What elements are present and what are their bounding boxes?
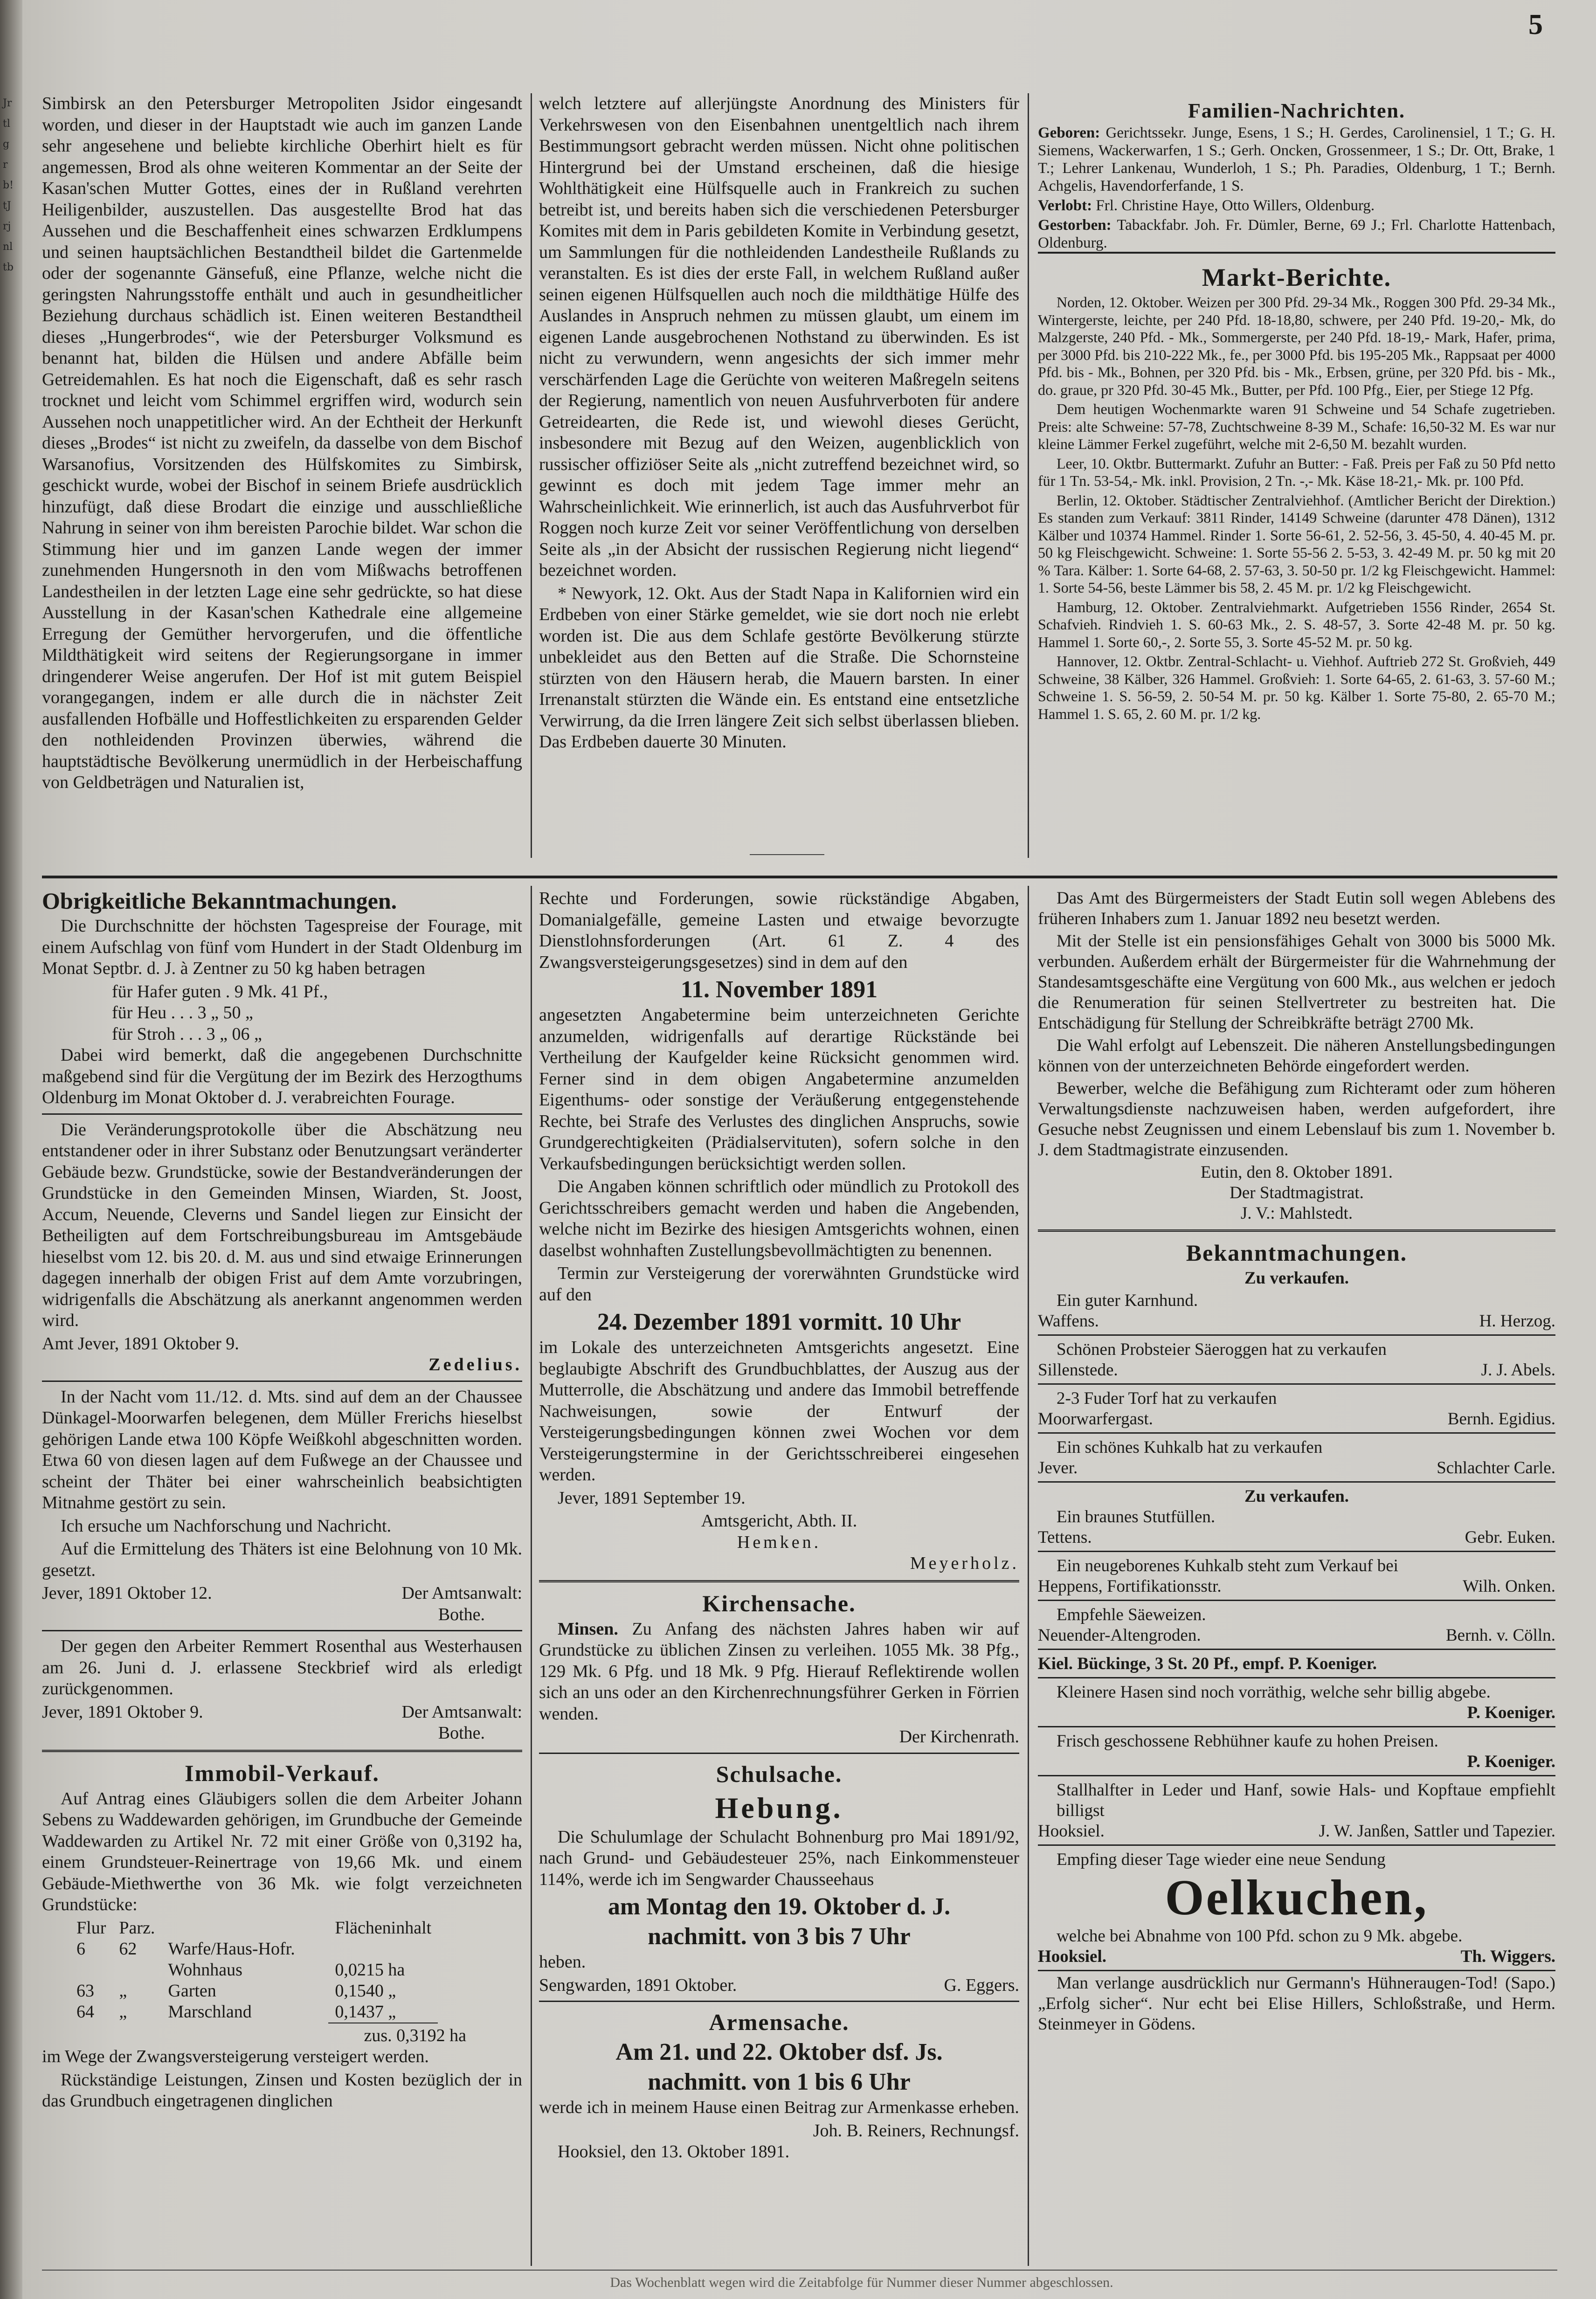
theft-notice: In der Nacht vom 11./12. d. Mts. sind auf dem an der Chaussee Dünkagel-Moorwarfen belegenen, dem Müller Frerichs hieselbst gehörigen Lande etwa 100 Köpfe Weißkohl abgeschnitten worden. Etwa 60 von diesen lagen auf dem Fußwege an der Chaussee und scheint der Thäter bei einer wahrscheinlich beabsichtigten Mitnahme gestört zu sein.: [42, 1387, 522, 1512]
ad-signature-line: [1038, 1625, 1555, 1646]
market-leer: Leer, 10. Oktbr. Buttermarkt. Zufuhr an Butter: - Faß. Preis per Faß zu 50 Pfd netto für 1 Tn. 53-54,- Mk. inkl. Provision, 2 Tn. -,- Mk. Käse 18-21,- Mk. pr. 100 Pfd.: [1038, 455, 1555, 489]
school-subtitle: Hebung.: [715, 1791, 843, 1824]
classified-ad: [1038, 1680, 1555, 1727]
mayor-vacancy: Das Amt des Bürgermeisters der Stadt Eutin soll wegen Ablebens des früheren Inhabers zum 1. Januar 1892 neu besetzt werden.: [1038, 889, 1555, 928]
table-row: [70, 1981, 438, 2002]
classified-ad: [1038, 1289, 1555, 1336]
table-cell: Marschland: [168, 2002, 252, 2022]
signature-line: [42, 1702, 522, 1723]
oil-cake-ad: [1038, 1848, 1555, 1971]
divider: [539, 1580, 1019, 1582]
ad-text: Ein braunes Stutfüllen.: [1057, 1507, 1216, 1526]
poor-relief-date: Am 21. und 22. Oktober dsf. Js.: [615, 2039, 943, 2065]
births: [1038, 124, 1555, 195]
church-title: Kirchensache.: [702, 1590, 856, 1616]
ad-text: Schönen Probsteier Säeroggen hat zu verkaufen: [1057, 1340, 1387, 1359]
price-label: für Heu: [112, 1003, 167, 1022]
poor-relief-place: Hooksiel, den 13. Oktober 1891.: [558, 2142, 790, 2161]
signature-line: [42, 1583, 522, 1604]
market-hannover: Hannover, 12. Oktbr. Zentral-Schlacht- u. Viehhof. Auftrieb 272 St. Großvieh, 449 Schweine, 38 Kälber, 326 Hammel. Großvieh: 1. Sorte 64-65, 2. 61-63, 3. 57-60 M.; Schweine 1. S. 56-59, 2. 50-54 M. pr. 50 kg. Kälber 1. Sorte 75-80, 2. 65-70 M.; Hammel 1. S. 65, 2. 60 M. pr. 1/2 kg.: [1038, 653, 1555, 722]
property-sale-after: im Wege der Zwangsversteigerung versteigert werden.: [42, 2047, 429, 2066]
divider: [42, 1630, 522, 1631]
auction-date: 24. Dezember 1891 vormitt. 10 Uhr: [597, 1309, 961, 1335]
table-header: [70, 1918, 438, 1939]
ad-name: J. W. Janßen, Sattler und Tapezier.: [1319, 1822, 1555, 1841]
divider: [42, 1750, 522, 1752]
property-sale-title: Immobil-Verkauf.: [185, 1760, 380, 1786]
article-hunger-bread: Simbirsk an den Petersburger Metropoliten Jsidor eingesandt worden, und dieser in der Hauptstadt wie auch im ganzen Lande sehr angesehene und beliebte kirchliche Oberhirt hielt es für angemessen, Brod als ohne weiteren Kommentar an der Seite der Kasan'schen Mutter Gottes, eines der in Rußland verehrten Heiligenbilder, auszustellen. Das ausgestellte Brod hat das Aussehen und die Beschaffenheit eines schwarzen Erdklumpens und seinen hauptsächlichen Bestandtheil bildet die Gartenmelde oder der sogenannte Gänsefuß, eine Pflanze, welche nicht die geringsten Nahrungsstoffe enthält und auch in gesundheitlicher Beziehung durchaus schädlich ist. Einen weiteren Bestandtheil dieses „Hungerbrodes“, wie der Petersburger Volksmund es benannt hat, bilden die Hülsen und andere Abfälle beim Getreidemahlen. Es hat noch die Eigenschaft, daß es sehr rasch trocknet und leicht vom Schimmel ergriffen wird, wodurch sein Aussehen noch unappetitlicher wird. An der Echtheit der Herkunft dieses „Brodes“ ist nicht zu zweifeln, da dasselbe von dem Bischof Warsanofius, Vorsitzenden des Hülfskomites zu Simbirsk, geschickt wurde, wobei der Bischof in seinem Briefe ausdrücklich hinzufügt, daß diese Brodart die einzige und ausschließliche Nahrung in seiner von ihm bereisten Parochie bildet. War schon die Stimmung hier und im ganzen Lande wegen der immer zunehmenden Hungersnoth in den vom Mißwachs betroffenen Landestheilen in der letzten Lage eine sehr gedrückte, so hat diese Ausstellung in der Kasan'schen Kathedrale eine allgemeine Erregung der Gemüther hervorgerufen, und die öffentliche Mildthätigkeit wird seitens der Regierungsorgane in immer dringenderer Weise angerufen. Der Hof ist mit gutem Beispiel vorangegangen, indem er alle durch die in nächster Zeit ausfallenden Hofbälle und Hoffestlichkeiten zu ersparenden Gelder den nothleidenden Provinzen überwies, während die hauptstädtische Bevölkerung unermüdlich in der Herbeischaffung von Geldbeträgen und Naturalien ist,: [42, 94, 522, 792]
market-livestock: Dem heutigen Wochenmarkte waren 91 Schweine und 54 Schafe zugetrieben. Preis: alte Schweine: 57-78, Zuchtschweine 8-39 M., Schafe: 16,50-32 M. Es war nur kleine Lämmer Ferkel zugeführt, welche mit 2-6,50 M. bezahlt wurden.: [1038, 400, 1555, 452]
classified-ad: [1038, 1436, 1555, 1483]
classified-ad: [1038, 1554, 1555, 1601]
classified-ad: [1038, 1338, 1555, 1385]
table-header-cell: Parz.: [119, 1918, 155, 1938]
ad-text: Ein schönes Kuhkalb hat zu verkaufen: [1057, 1438, 1323, 1457]
notice-signature: Bothe.: [438, 1604, 485, 1624]
fodder-price-oats: [112, 981, 522, 1003]
market-reports-title: Markt-Berichte.: [1202, 263, 1392, 291]
divider: [539, 1753, 1019, 1754]
footer-note: Das Wochenblatt wegen wird die Zeitabfolge für Nummer dieser Nummer abgeschlossen.: [610, 2275, 1113, 2290]
ad-name: P. Koeniger.: [1467, 1703, 1555, 1722]
column-divider: [1028, 93, 1029, 858]
table-header-cell: [161, 1918, 328, 1939]
price-label: für Stroh: [112, 1024, 176, 1044]
bottom-rule: [42, 2270, 1557, 2271]
school-signature: G. Eggers.: [944, 1975, 1019, 1995]
parcel-table: [70, 1918, 438, 2023]
table-cell: [328, 1939, 438, 1960]
gutter-text: Jrtlgrb!tJrjnltb: [3, 97, 14, 273]
fodder-intro: Die Durchschnitte der höchsten Tagespreise der Fourage, mit einem Aufschlag von fünf vom Hundert in der Stadt Oldenburg im Monat Septbr. d. J. à Zentner zu 50 kg haben betragen: [42, 916, 522, 978]
ad-text: 2-3 Fuder Torf hat zu verkaufen: [1057, 1389, 1277, 1408]
main-horizontal-rule: [42, 876, 1557, 878]
school-title: Schulsache.: [716, 1760, 843, 1787]
table-cell: 63: [76, 1981, 94, 2001]
price-value: . . . 3 „ 06 „: [180, 1024, 262, 1044]
church-place: Minsen.: [558, 1619, 618, 1639]
ad-name: P. Koeniger.: [1467, 1752, 1555, 1771]
divider: [42, 1113, 522, 1115]
table-header-cell: Flächeninhalt: [335, 1918, 432, 1938]
court-notices-column: [539, 888, 1019, 2264]
market-norden: Norden, 12. Oktober. Weizen per 300 Pfd. 29-34 Mk., Roggen 300 Pfd. 29-34 Mk., Wintergerste, leichte, per 240 Pfd. 18-18,80, schwere, per 240 Pfd. 19-20,- Mk, do Malzgerste, 240 Pfd. - Mk., Sommergerste, per 240 Pfd. 18-19,- Mark, Hafer, prima, per 3000 Pfd. bis 210-222 Mk., fe., per 3000 Pfd. bis 195-205 Mk., Rappsaat per 4000 Pfd. bis - Mk., Bohnen, per 320 Pfd. bis - Mk., Erbsen, grüne, per 320 Pfd. bis - Mk., do. graue, pr 320 Pfd. 30-45 Mk., Butter, per Pfd. 100 Pfg., Eier, per Stiege 12 Pfg.: [1038, 294, 1555, 398]
table-header-cell: Flur: [76, 1918, 106, 1938]
notice-role: Der Amtsanwalt:: [401, 1702, 522, 1722]
table-row: [70, 2002, 438, 2023]
price-label: für Hafer guten: [112, 981, 221, 1001]
claims-text-3: Die Angaben können schriftlich oder mündlich zu Protokoll des Gerichtsschreibers gemacht werden und haben die Angebenden, welche nicht im Bezirke des hiesigen Amtsgerichts wohnen, einen daselbst wohnhaften Zustellungsbevollmächtigten zu benennen.: [539, 1177, 1019, 1260]
ad-name: Gebr. Euken.: [1465, 1528, 1555, 1547]
classified-ad: [1038, 1387, 1555, 1434]
clerk-name: Meyerholz.: [910, 1553, 1019, 1573]
ad-name: Bernh. Egidius.: [1447, 1409, 1555, 1429]
fodder-note: Dabei wird bemerkt, daß die angegebenen Durchschnitte maßgebend sind für die Vergütung der im Bezirk des Herzogthums Oldenburg im Monat Oktober d. J. verabreichten Fourage.: [42, 1045, 522, 1107]
property-sale-text: Auf Antrag eines Gläubigers sollen die dem Arbeiter Johann Sebens zu Waddewarden gehörigen, im Grundbuche der Gemeinde Waddewarden zu Artikel Nr. 72 mit einer Größe von 0,3192 ha, einem Grundsteuer-Reinertrage von 19,66 Mk. und einem Gebäude-Miethwerthe von 36 Mk. wie folgt verzeichneten Grundstücke:: [42, 1788, 522, 1914]
market-reports-section: [1038, 261, 1555, 867]
mayor-date: Eutin, den 8. Oktober 1891.: [1200, 1163, 1393, 1182]
page-number: 5: [1528, 9, 1543, 41]
mayor-terms: Die Wahl erfolgt auf Lebenszeit. Die näheren Anstellungsbedingungen können von der unterzeichneten Behörde eingefordert werden.: [1038, 1036, 1555, 1076]
ad-signature-line: [1038, 1360, 1555, 1381]
newspaper-page: [22, 0, 1596, 2299]
mayor-signature-2: J. V.: Mahlstedt.: [1240, 1204, 1353, 1223]
ad-signature-line: [1038, 1311, 1555, 1332]
section-rule: [1038, 252, 1555, 254]
table-cell: 0,1437 „: [328, 2002, 438, 2023]
column-divider: [1028, 886, 1029, 2266]
ad-signature-line: [1038, 1821, 1555, 1842]
parcel-total: zus. 0,3192 ha: [364, 2025, 466, 2045]
deaths-text: Tabackfabr. Joh. Fr. Dümler, Berne, 69 J.; Frl. Charlotte Hattenbach, Oldenburg.: [1038, 217, 1555, 251]
table-cell: [70, 1960, 112, 1981]
ad-name: Wilh. Onken.: [1463, 1577, 1555, 1596]
ad-place: Sillenstede.: [1038, 1360, 1118, 1380]
family-news-title: Familien-Nachrichten.: [1188, 99, 1406, 122]
divider: [539, 2001, 1019, 2002]
ad-name: H. Herzog.: [1479, 1312, 1555, 1331]
warrant-notice: Der gegen den Arbeiter Remmert Rosenthal aus Westerhausen am 26. Juni d. J. erlassene Steckbrief wird als erledigt zurückgenommen.: [42, 1636, 522, 1698]
ad-text: Frisch geschossene Rebhühner kaufe zu hohen Preisen.: [1057, 1732, 1438, 1751]
fodder-price-list: [112, 981, 522, 1045]
protocols-notice: Die Veränderungsprotokolle über die Abschätzung neu entstandener oder in ihrer Substanz oder Benutzungsart veränderter Gebäude bezw. Grundstücke, sowie der Bestandveränderungen der Grundstücke in den Gemeinden Minsen, Wiarden, St. Joost, Accum, Neuende, Cleverns und Sandel liegen zur Einsicht der Betheiligten auf dem Fortschreibungsbureau im Amtsgebäude hieselbst vom 12. bis 20. d. M. aus und sind etwaige Erinnerungen dagegen innerhalb der obigen Frist auf dem Amte vorzubringen, widrigenfalls die Abschätzung als anerkannt angenommen werden wird.: [42, 1119, 522, 1330]
school-heben: heben.: [539, 1952, 586, 1972]
ad-place: Moorwarfergast.: [1038, 1409, 1153, 1429]
court-date: Jever, 1891 September 19.: [558, 1488, 746, 1508]
school-place: Sengwarden, 1891 Oktober.: [539, 1975, 737, 1995]
claims-text-2: angesetzten Angabetermine beim unterzeichneten Gerichte anzumelden, widrigenfalls auf derartige Rückstände bei Vertheilung der Kaufgelder keine Rücksicht genommen wird. Ferner sind in dem obigen Angabetermine anzumelden Eigenthums- oder sonstige der Veräußerung entgegenstehende Rechte, bei Strafe des Verlustes des dinglichen Anspruchs, sowie Grundgerechtigkeiten (Prädialservituten), sofern solche in den Verkaufsbedingungen berücksichtigt werden sollen.: [539, 1005, 1019, 1174]
classified-ad: [1038, 1603, 1555, 1650]
mayor-applications: Bewerber, welche die Befähigung zum Richteramt oder zum höheren Verwaltungsdienste nachzuweisen haben, werden aufgefordert, ihre Gesuche nebst Zeugnissen und einem Lebenslauf bis zum 1. November b. J. dem Stadtmagistrate einzusenden.: [1038, 1079, 1555, 1160]
ad-signature-line: [1038, 1576, 1555, 1597]
poor-relief-text: werde ich in meinem Hause einen Beitrag zur Armenkasse erheben.: [539, 2098, 1019, 2117]
ad-place: Jever.: [1038, 1458, 1078, 1477]
article-newyork-earthquake: * Newyork, 12. Okt. Aus der Stadt Napa in Kalifornien wird ein Erdbeben von einer Stärke gemeldet, wie sie dort noch nie erlebt worden ist. Die aus dem Schlafe gestörte Bevölkerung stürzte unbekleidet aus den Betten auf die Straße. Die Schornsteine stürzten von den Häusern herab, die Mauern barsten. In einer Irrenanstalt stürzten die Wände ein. Es entstand eine entsetzliche Verwirrung, da die Irren längere Zeit sich selbst überlassen blieben. Das Erdbeben dauerte 30 Minuten.: [539, 583, 1019, 752]
ad-signature-line: [1038, 1947, 1555, 1967]
table-row: [70, 1939, 438, 1960]
school-text: Die Schulumlage der Schulacht Bohnenburg pro Mai 1891/92, nach Grund- und Gebäudesteuer 25%, nach Einkommensteuer 114%, werde ich im Sengwarder Chausseehaus: [539, 1827, 1019, 1889]
ad-text: Kleinere Hasen sind noch vorräthig, welche sehr billig abgebe.: [1057, 1683, 1491, 1702]
church-signature: Der Kirchenrath.: [899, 1727, 1019, 1747]
ad-signature-line: [1038, 1409, 1555, 1429]
notice-role: Der Amtsanwalt:: [401, 1583, 522, 1603]
fodder-price-straw: [112, 1024, 522, 1045]
ad-text: Ein neugeborenes Kuhkalb steht zum Verkauf bei: [1057, 1556, 1398, 1575]
property-sale-after-2: Rückständige Leistungen, Zinsen und Kosten bezüglich der in das Grundbuch eingetragenen dinglichen: [42, 2070, 522, 2111]
fodder-price-hay: [112, 1002, 522, 1024]
auction-text: Termin zur Versteigerung der vorerwähnten Grundstücke wird auf den: [539, 1263, 1019, 1305]
ad-signature-line: [1038, 1527, 1555, 1548]
births-text: Gerichtssekr. Junge, Esens, 1 S.; H. Gerdes, Carolinensiel, 1 T.; G. H. Siemens, Wackerwarfen, 1 S.; Gerh. Oncken, Grossenmeer, 1 S.; Dr. Ott, Brake, 1 T.; Lehrer Lankenau, Wunderloh, 1 S.; Ph. Paradies, Oldenburg, 1 T.; Bernh. Achgelis, Havendorferfande, 1 S.: [1038, 124, 1555, 194]
notice-signature: Zedelius.: [428, 1355, 522, 1374]
table-cell: „: [119, 1981, 127, 2001]
notice-date: Jever, 1891 Oktober 9.: [42, 1702, 203, 1722]
ad-heading: Zu verkaufen.: [1244, 1487, 1349, 1506]
notice-date: Jever, 1891 Oktober 12.: [42, 1583, 212, 1603]
claims-text: Rechte und Forderungen, sowie rückständige Abgaben, Domanialgefälle, gemeine Lasten und etwaige bevorzugte Dienstlohnsforderungen (Art. 61 Z. 4 des Zwangsversteigerungsgesetzes) sind in dem auf den: [539, 889, 1019, 972]
table-cell: [112, 1960, 161, 1981]
mayor-salary: Mit der Stelle ist ein pensionsfähiges Gehalt von 3000 bis 5000 Mk. verbunden. Außerdem erhält der Bürgermeister für die Wahrnehmung der Standesamtsgeschäfte eine Vergütung von 600 Mk., aus welchen er jedoch die Renumeration für seinen Stellvertreter zu bestreiten hat. Die Entschädigung für Stellung der Schreibkräfte beträgt 2700 Mk.: [1038, 932, 1555, 1033]
classified-ad: [1038, 1778, 1555, 1846]
births-label: Geboren:: [1038, 124, 1100, 141]
mayor-signature-1: Der Stadtmagistrat.: [1230, 1183, 1364, 1202]
table-cell: Garten: [168, 1981, 216, 2001]
notice-signature: Bothe.: [438, 1723, 485, 1743]
engaged-text: Frl. Christine Haye, Otto Willers, Oldenburg.: [1096, 197, 1375, 214]
ad-place: Neuender-Altengroden.: [1038, 1626, 1201, 1645]
poor-relief-title: Armensache.: [709, 2009, 850, 2035]
signature-line: [42, 1333, 522, 1355]
column-divider: [531, 886, 532, 2266]
family-news-section: [1038, 98, 1555, 251]
table-cell: 6: [76, 1939, 85, 1959]
oil-cake-text: welche bei Abnahme von 100 Pfd. schon zu 9 Mk. abgebe.: [1057, 1926, 1463, 1946]
table-row: [70, 1960, 438, 1981]
announcements-column: [1038, 888, 1555, 2264]
classified-ad: [1038, 1729, 1555, 1776]
ad-text: Empfehle Säeweizen.: [1057, 1605, 1206, 1624]
theft-request: Ich ersuche um Nachforschung und Nachricht.: [61, 1516, 392, 1536]
church-text: Zu Anfang des nächsten Jahres haben wir auf Grundstücke zu üblichen Zinsen zu verleihen. 1055 Mk. 38 Pfg., 129 Mk. 6 Pfg. und 18 Mk. 9 Pfg. Hierauf Reflektirende wollen sich an uns oder an den Kirchenrechnungsführer Gerken in Förrien wenden.: [539, 1619, 1020, 1724]
ad-place: Hooksiel.: [1038, 1947, 1106, 1966]
ad-name: J. J. Abels.: [1481, 1360, 1555, 1380]
article-russia-aid: welch letztere auf allerjüngste Anordnung des Ministers für Verkehrswesen von den Eisenbahnen unentgeltlich nach ihrem Bestimmungsort gebracht werden müssen. Nicht ohne politischen Hintergrund bei der Umstand erscheinen, daß die hiesige Wohlthätigkeit eine Hülfsquelle auch in Frankreich zu suchen betreibt ist, und bereits haben sich die verschiedenen Petersburger Komites mit dem in Paris gebildeten Komite in Verbindung gesetzt, um Sammlungen für die nothleidenden Landestheile Rußlands zu veranstalten. Es ist dies der erste Fall, in welchem Rußland außer seinen eigenen Hülfsquellen auch noch die mildthätige Hülfe des Auslandes in Anspruch nehmen zu müssen glaubt, um einem im eigenen Lande ausgebrochenen Nothstand zu überwinden. Es ist nicht zu verwundern, wenn angesichts der sich immer mehr verschärfenden Lage die Gerüchte von weiteren Maßregeln seitens der Regierung, namentlich von neuen Ausfuhrverboten für andere Getreidearten, die Rede ist, und wiewohl dieses Gerücht, insbesondere mit Bezug auf den Weizen, augenblicklich von russischer offiziöser Seite als „nicht zutreffend bezeichnet wird, so gewinnt es doch mit jedem Tage immer mehr an Wahrscheinlichkeit. Wie erinnerlich, ist auch das Ausfuhrverbot für Roggen noch kurze Zeit vor seiner Veröffentlichung von derselben Seite als „in der Absicht der russischen Regierung nicht liegend“ bezeichnet worden.: [539, 94, 1019, 580]
official-notices-column: [42, 886, 522, 2266]
divider: [1038, 1229, 1555, 1232]
ad-signature-line: [1038, 1458, 1555, 1478]
deaths-label: Gestorben:: [1038, 217, 1112, 234]
market-berlin: Berlin, 12. Oktober. Städtischer Zentralviehhof. (Amtlicher Bericht der Direktion.) Es standen zum Verkauf: 3811 Rinder, 14149 Schweine (darunter 478 Dänen), 1312 Kälber und 10374 Hammel. Rinder 1. Sorte 56-61, 2. 52-56, 3. 45-50, 4. 40-45 M. pr. 50 kg Fleischgewicht. Schweine: 1. Sorte 55-56 2. 5-53, 3. 42-49 M. pr. 50 kg mit 20 % Tara. Kälber: 1. Sorte 64-68, 2. 57-63, 3. 50-50 pr. 1/2 kg Fleischgewicht. Hammel: 1. Sorte 54-56, beste Lämmer bis 58, 2. 45 M. pr. 1/2 kg Fleischgewicht.: [1038, 491, 1555, 596]
ad-place: Waffens.: [1038, 1312, 1099, 1331]
judge-name: Hemken.: [737, 1532, 822, 1552]
ad-place: Tettens.: [1038, 1528, 1092, 1547]
ad-name: Th. Wiggers.: [1460, 1947, 1555, 1966]
article-top-left: [42, 93, 522, 853]
theft-reward: Auf die Ermittelung des Thäters ist eine Belohnung von 10 Mk. gesetzt.: [42, 1539, 522, 1580]
table-cell: 0,0215 ha: [335, 1960, 405, 1980]
notice-date: Amt Jever, 1891 Oktober 9.: [42, 1333, 239, 1353]
table-cell: „: [119, 2002, 127, 2022]
oil-cake-intro: Empfing dieser Tage wieder eine neue Sendung: [1057, 1850, 1386, 1869]
corn-remedy-ad: Man verlange ausdrücklich nur Germann's Hühneraugen-Tod! (Sapo.) „Erfolg sicher“. Nur echt bei Elise Hillers, Schloßstraße, und Herm. Steinmeyer in Gödens.: [1038, 1974, 1555, 2034]
deadline-date: 11. November 1891: [680, 976, 878, 1003]
ad-text: Ein guter Karnhund.: [1057, 1291, 1198, 1310]
auction-details: im Lokale des unterzeichneten Amtsgerichts angesetzt. Eine beglaubigte Abschrift des Grundbuchblattes, der Auszug aus der Mutterrolle, die Abschätzung und andere das Immobil betreffende Nachweisungen, sowie der Entwurf der Versteigerungsbedingungen können zwei Wochen vor dem Versteigerungstermine in der Gerichtsschreiberei eingesehen werden.: [539, 1338, 1019, 1484]
school-date: am Montag den 19. Oktober d. J.: [608, 1893, 951, 1920]
poor-relief-time: nachmitt. von 1 bis 6 Uhr: [648, 2069, 911, 2095]
school-time: nachmitt. von 3 bis 7 Uhr: [648, 1923, 911, 1950]
table-cell: Warfe/Haus-Hofr.: [168, 1939, 295, 1959]
classified-ad: [1038, 1652, 1555, 1678]
engaged-label: Verlobt:: [1038, 197, 1092, 214]
ad-text: Kiel. Bückinge, 3 St. 20 Pf., empf. P. Koeniger.: [1038, 1654, 1377, 1673]
table-cell: 64: [76, 2002, 94, 2022]
column-divider: [531, 93, 532, 858]
for-sale-heading: Zu verkaufen.: [1244, 1269, 1349, 1288]
engagements: [1038, 197, 1555, 214]
court-name: Amtsgericht, Abth. II.: [701, 1511, 857, 1531]
poor-relief-signature: Joh. B. Reiners, Rechnungsf.: [813, 2120, 1019, 2140]
table-cell: 0,1540 „: [335, 1981, 396, 2001]
classified-ad: [1038, 1484, 1555, 1552]
church-notice: [539, 1619, 1019, 1725]
ad-place: Hooksiel.: [1038, 1822, 1105, 1841]
short-rule: [750, 854, 824, 855]
price-value: . 9 Mk. 41 Pf.,: [225, 981, 328, 1001]
signature-line: [539, 1975, 1019, 1996]
price-value: . . . 3 „ 50 „: [171, 1003, 253, 1022]
ad-place: Heppens, Fortifikationsstr.: [1038, 1577, 1222, 1596]
binding-gutter: [0, 0, 22, 2299]
article-top-middle: [539, 93, 1019, 858]
table-cell: 62: [119, 1939, 137, 1959]
official-notices-title: Obrigkeitliche Bekanntmachungen.: [42, 888, 397, 914]
oil-cake-title: Oelkuchen,: [1165, 1870, 1429, 1926]
deaths: [1038, 216, 1555, 252]
divider: [42, 1381, 522, 1382]
announcements-title: Bekanntmachungen.: [1186, 1240, 1408, 1266]
ad-name: Schlachter Carle.: [1437, 1458, 1555, 1477]
ad-name: Bernh. v. Cölln.: [1445, 1626, 1555, 1645]
table-cell: Wohnhaus: [168, 1960, 242, 1980]
market-hamburg: Hamburg, 12. Oktober. Zentralviehmarkt. Aufgetrieben 1556 Rinder, 2654 St. Schafvieh. Rindvieh 1. S. 60-63 Mk., 2. S. 48-57, 3. Sorte 42-48 M. pr. 50 kg. Hammel 1. Sorte 60,-, 2. Sorte 55, 3. Sorte 45-52 M. pr. 50 kg.: [1038, 598, 1555, 650]
ad-text: Stallhalfter in Leder und Hanf, sowie Hals- und Kopftaue empfiehlt billigst: [1057, 1781, 1555, 1820]
